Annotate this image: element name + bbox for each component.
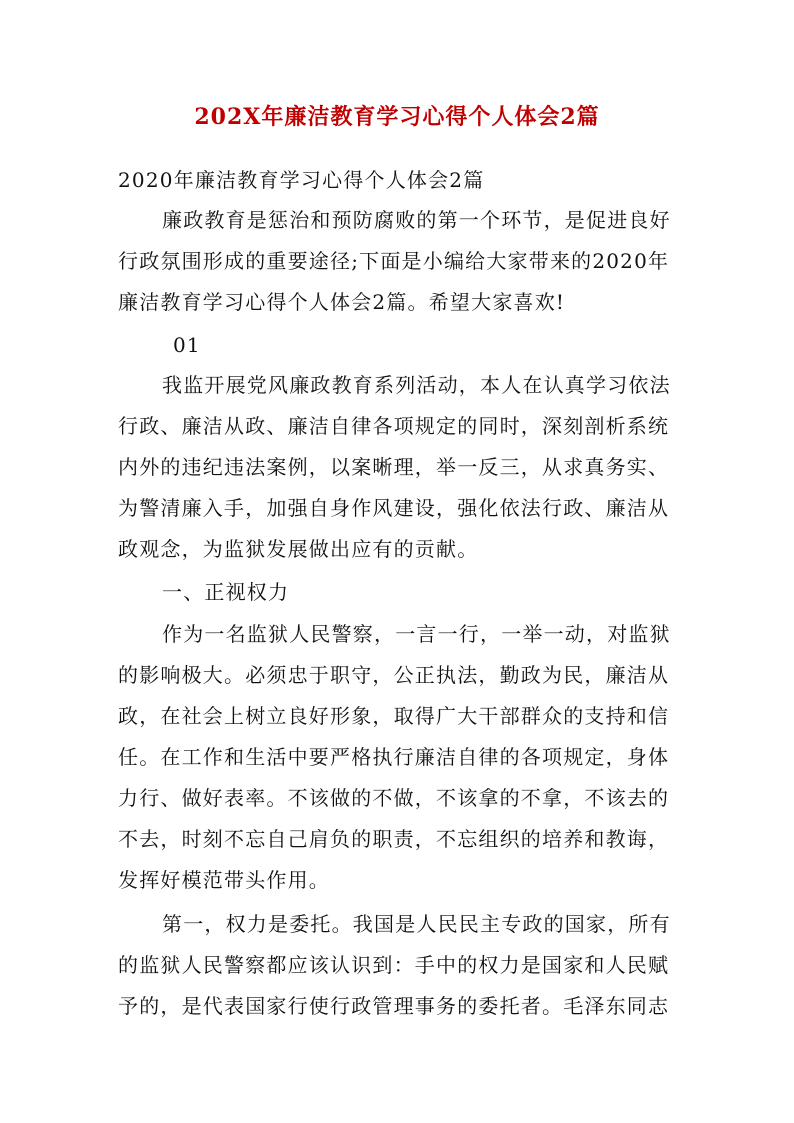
document-title: 202X年廉洁教育学习心得个人体会2篇 xyxy=(194,104,600,130)
paragraph-line: 的影响极大。必须忠于职守，公正执法，勤政为民，廉洁从 xyxy=(118,663,670,687)
paragraph-line: 廉洁教育学习心得个人体会2篇。希望大家喜欢! xyxy=(118,290,566,314)
section-heading: 一、正视权力 xyxy=(162,580,290,604)
paragraph-line: 廉政教育是惩治和预防腐败的第一个环节，是促进良好 xyxy=(162,208,671,232)
paragraph-line: 内外的违纪违法案例，以案晰理，举一反三，从求真务实、 xyxy=(118,455,670,479)
paragraph-line: 作为一名监狱人民警察，一言一行，一举一动，对监狱 xyxy=(162,622,671,646)
paragraph-line: 发挥好模范带头作用。 xyxy=(118,868,330,892)
paragraph-line: 政，在社会上树立良好形象，取得广大干部群众的支持和信 xyxy=(118,704,670,728)
paragraph-line: 政观念，为监狱发展做出应有的贡献。 xyxy=(118,537,479,561)
paragraph-line: 力行、做好表率。不该做的不做，不该拿的不拿，不该去的 xyxy=(118,786,670,810)
paragraph-line: 的监狱人民警察都应该认识到：手中的权力是国家和人民赋 xyxy=(118,953,670,977)
paragraph-line: 任。在工作和生活中要严格执行廉洁自律的各项规定，身体 xyxy=(118,745,670,769)
paragraph-line: 行政、廉洁从政、廉洁自律各项规定的同时，深刻剖析系统 xyxy=(118,414,670,438)
document-subtitle: 2020年廉洁教育学习心得个人体会2篇 xyxy=(118,168,485,192)
paragraph-line: 予的，是代表国家行使行政管理事务的委托者。毛泽东同志 xyxy=(118,994,670,1018)
paragraph-line: 行政氛围形成的重要途径;下面是小编给大家带来的2020年 xyxy=(118,249,670,273)
paragraph-line: 不去，时刻不忘自己肩负的职责，不忘组织的培养和教诲， xyxy=(118,827,670,851)
paragraph-line: 为警清廉入手，加强自身作风建设，强化依法行政、廉洁从 xyxy=(118,496,670,520)
paragraph-line: 第一，权力是委托。我国是人民民主专政的国家，所有 xyxy=(162,912,671,936)
paragraph-line: 我监开展党风廉政教育系列活动，本人在认真学习依法 xyxy=(162,373,671,397)
section-number: 01 xyxy=(173,333,201,357)
